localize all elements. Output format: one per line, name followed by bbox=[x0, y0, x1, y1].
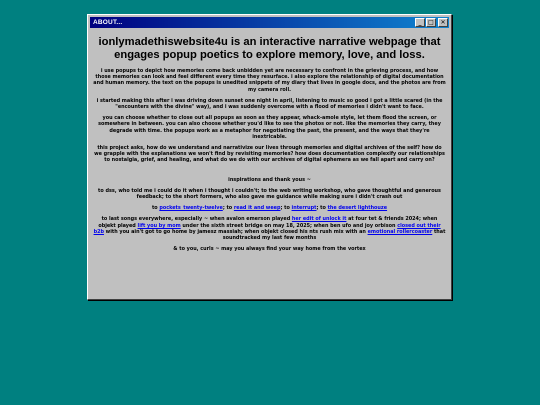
text-segment: to last songs everywhere, especially ~ when avalon emerson played bbox=[101, 216, 292, 223]
text-segment: to bbox=[151, 205, 160, 212]
link-lift-you-by-mom[interactable]: lift you by mom bbox=[137, 222, 181, 229]
close-button[interactable]: ✕ bbox=[438, 18, 448, 27]
text-segment: that soundtracked my last few months bbox=[222, 228, 446, 242]
text-segment: ; to bbox=[222, 205, 234, 212]
window-controls bbox=[415, 18, 448, 27]
inspirations-heading: inspirations and thank yous ~ bbox=[228, 176, 311, 183]
text-segment: under the sixth street bridge on may 18, 2025; when ben ufo and joy orbison bbox=[180, 222, 398, 229]
paragraph-inspiration-links bbox=[93, 205, 446, 211]
paragraph-questions: this project asks, how do we understand and narrativize our lives through memories and digital archives of the self? how do we grapple with the explanations we won't find by revisiting memories? how does documentation complexify our relationships to nostalgia, grief, and healing, and what do we do with our archives of digital ephemera as we fall apart and carry on? bbox=[94, 145, 445, 164]
minimize-button[interactable]: _ bbox=[415, 18, 425, 27]
paragraph-thanks: to dss, who told me i could do it when i thought i couldn't; to the web writing workshop, who gave thoughtful and generous feedback; to the short formers, who also gave me guidance while making sure i didn't crash out bbox=[98, 187, 441, 201]
text-segment: ; to bbox=[316, 205, 328, 212]
about-window bbox=[87, 14, 452, 300]
link-pockets-twenty-twelve[interactable]: pockets_twenty-twelve bbox=[159, 205, 223, 212]
link-emotional-rollercoaster[interactable]: emotional rollercoaster bbox=[367, 228, 433, 235]
link-the-desert-lighthouze[interactable]: the desert lighthouze bbox=[327, 205, 388, 212]
paragraph-last-songs bbox=[93, 216, 446, 241]
paragraph-choices: you can choose whether to close out all popups as soon as they appear, whack-amole style, let them flood the screen, or somewhere in between. you can also choose whether you'd like to see the photos or not. like the memories they carry, they degrade with time. the popups work as a metaphor for negotiating the past, the present, and the ways that they're inextricable. bbox=[98, 115, 441, 140]
page-title: ionlymadethiswebsite4u is an interactive narrative webpage that engages popup poetics to explore memory, love, and loss. bbox=[98, 36, 441, 61]
text-segment: at four tet & friends 2024; when objekt played bbox=[98, 216, 438, 229]
text-segment: ; to bbox=[280, 205, 292, 212]
link-closed-out-b2b[interactable]: closed out their b2b bbox=[93, 222, 441, 235]
paragraph-intro: i use popups to depict how memories come back unbidden yet are necessary to confront in the grieving process, and how those memories can look and feel different every time they resurface. i also explore the relationship of digital documentation and human memory. the text on the popups is unedited snippets of my diary that lives in google docs, and the photos are from my camera roll. bbox=[93, 68, 446, 93]
paragraph-closing: & to you, curls ~ may you always find your way home from the vortex bbox=[173, 246, 366, 253]
maximize-button[interactable]: □ bbox=[426, 18, 436, 27]
title-bar[interactable] bbox=[90, 17, 449, 28]
paragraph-origin: i started making this after i was driving down sunset one night in april, listening to music so good i got a little scared (in the "encounters with the divine" way), and i was suddenly overcome with a flood of memories i didn't want to face. bbox=[96, 97, 443, 111]
link-interrupt[interactable]: interrupt bbox=[291, 205, 317, 212]
window-title: ABOUT... bbox=[93, 19, 123, 26]
link-unlock-it-edit[interactable]: her edit of unlock it bbox=[291, 216, 347, 223]
text-segment: with you ain't got to go home by jamesz massiah; when objekt closed his nts rush mix with an bbox=[103, 228, 368, 235]
about-content bbox=[93, 31, 446, 295]
link-read-it-and-weep[interactable]: read it and weep bbox=[233, 205, 281, 212]
